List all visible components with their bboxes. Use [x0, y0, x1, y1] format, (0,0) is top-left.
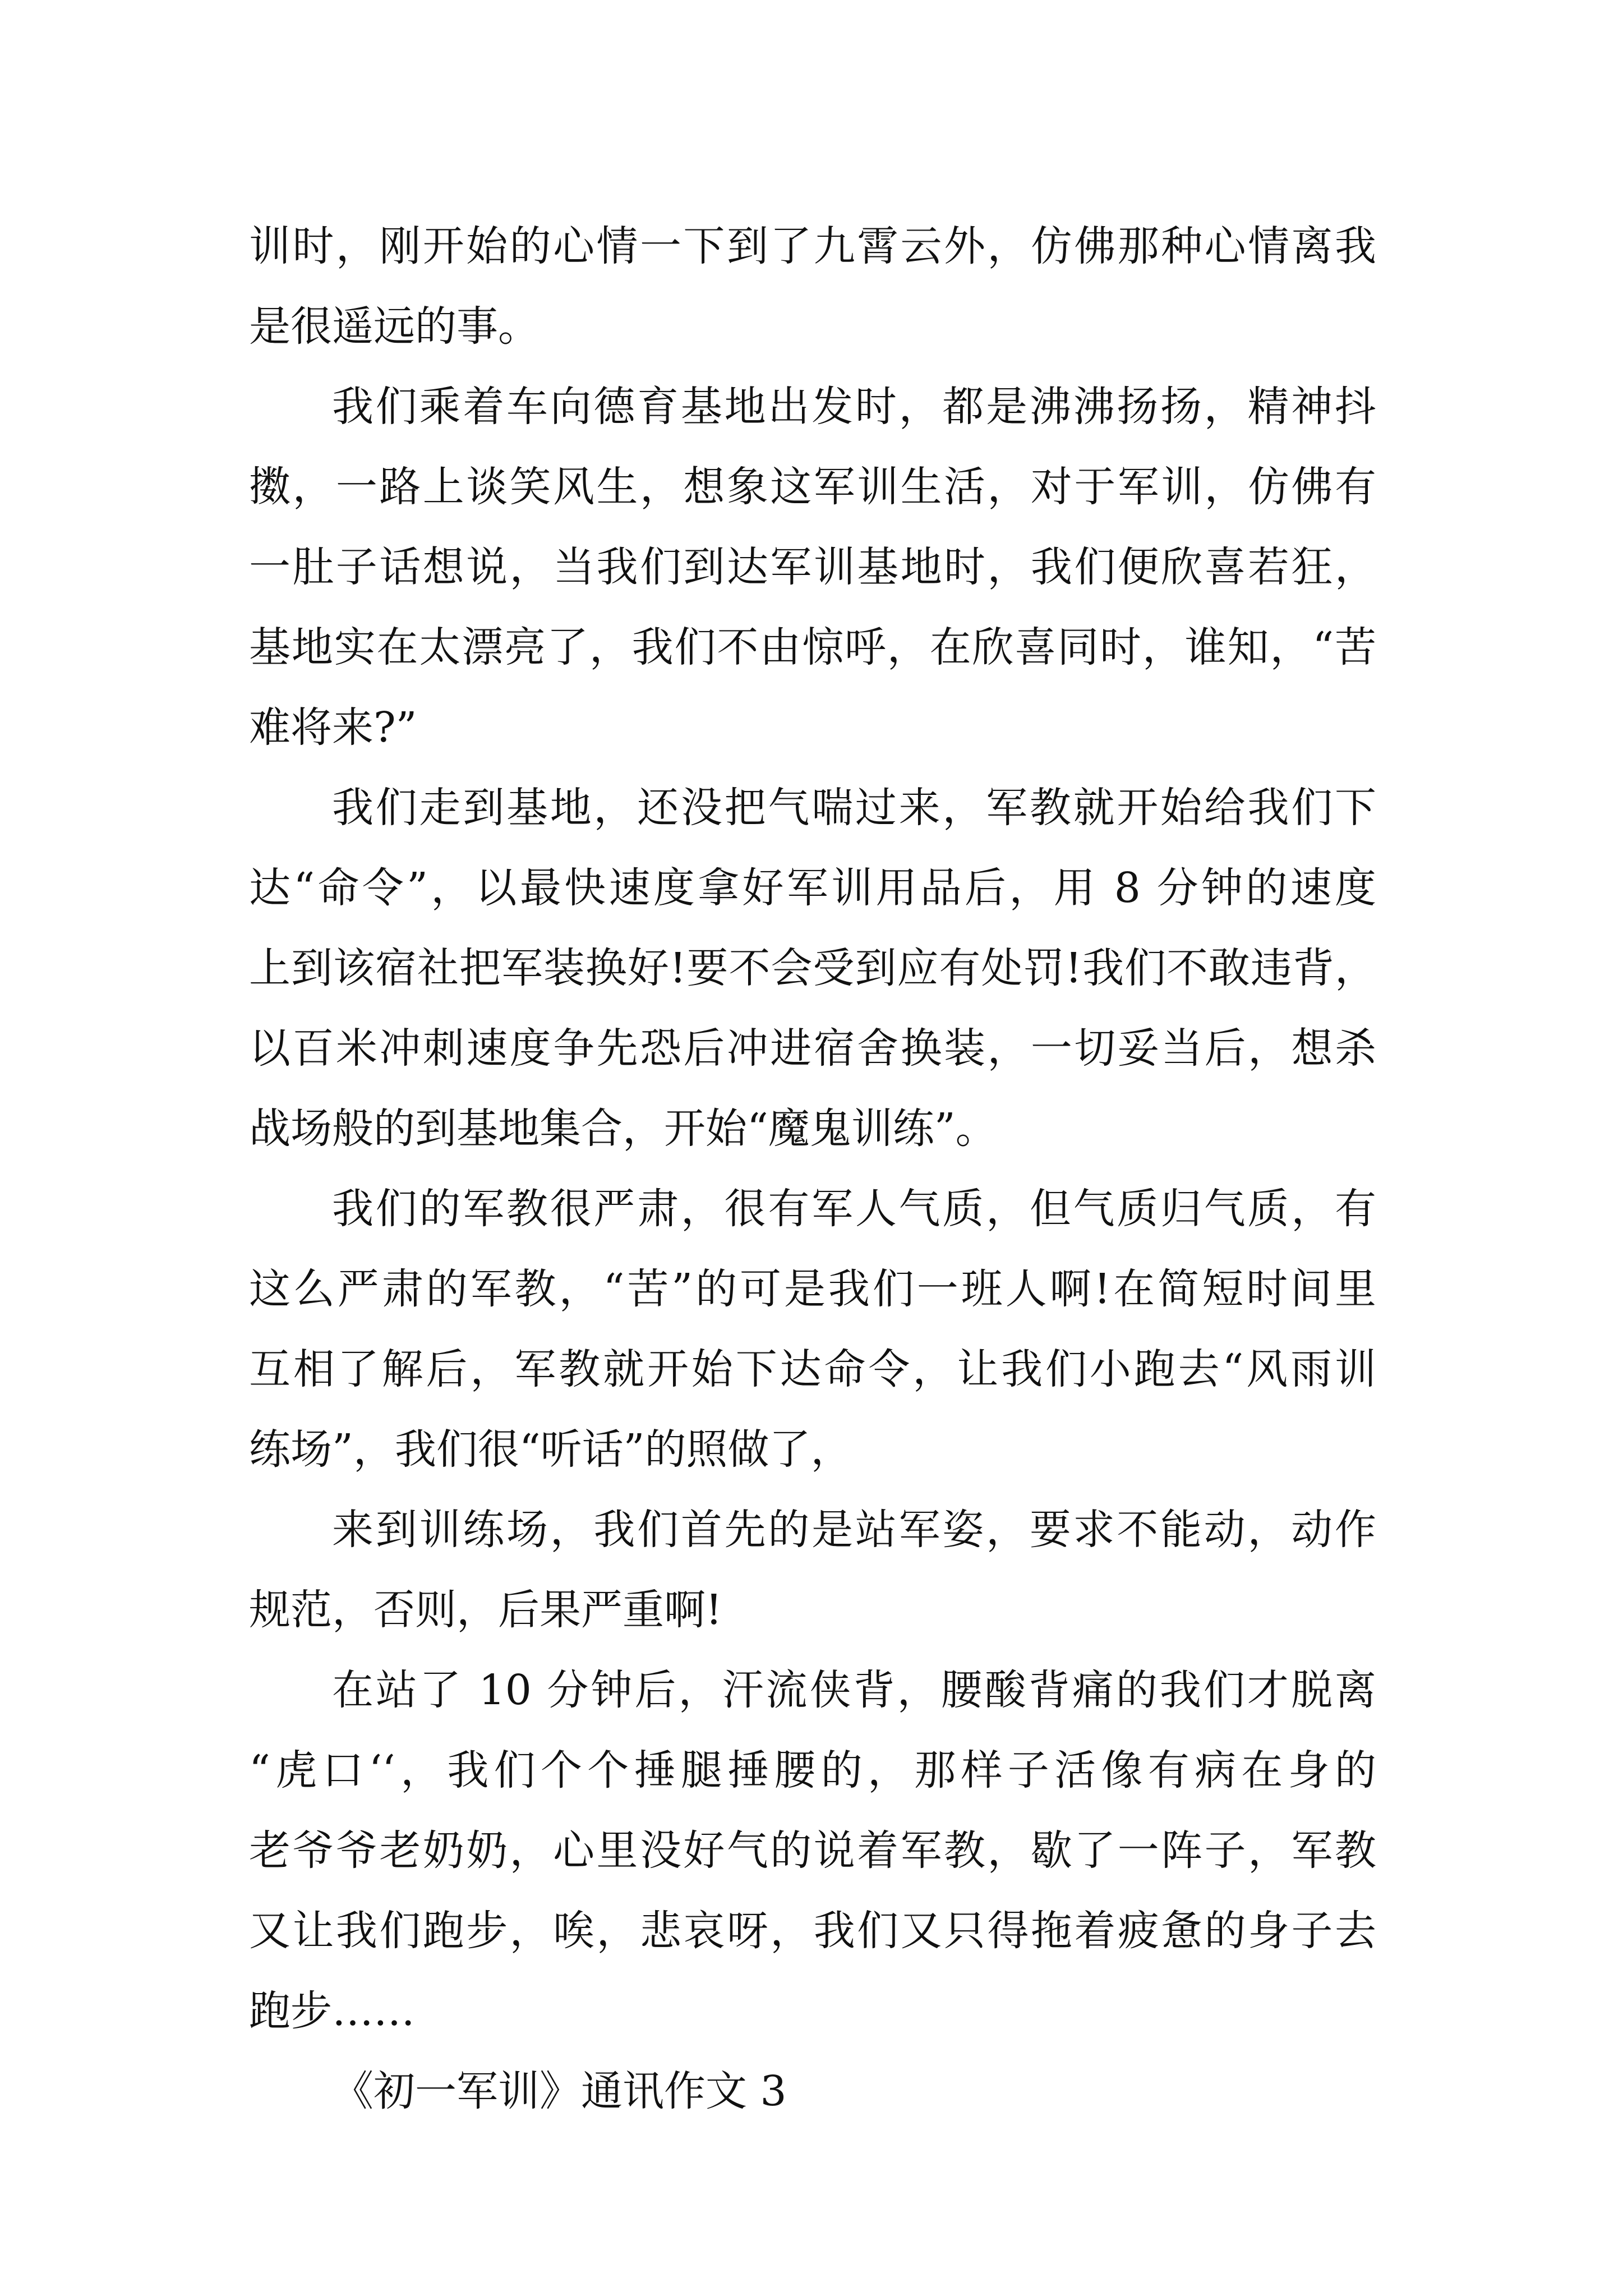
- paragraph-line: 以百米冲刺速度争先恐后冲进宿舍换装，一切妥当后，想杀: [249, 1024, 1376, 1073]
- paragraph-line: 来到训练场，我们首先的是站军姿，要求不能动，动作: [332, 1506, 1376, 1554]
- paragraph-line: 又让我们跑步，唉，悲哀呀，我们又只得拖着疲惫的身子去: [249, 1907, 1376, 1955]
- paragraph-line: “虎口‘‘，我们个个捶腿捶腰的，那样子活像有病在身的: [249, 1746, 1376, 1795]
- paragraph-line: 老爷爷老奶奶，心里没好气的说着军教，歇了一阵子，军教: [249, 1826, 1376, 1875]
- section-heading: 《初一军训》通讯作文 3: [332, 2067, 787, 2115]
- paragraph-line: 我们的军教很严肃，很有军人气质，但气质归气质，有: [332, 1185, 1376, 1233]
- paragraph-line: 在站了 10 分钟后，汗流侠背，腰酸背痛的我们才脱离: [332, 1666, 1376, 1714]
- paragraph-line: 这么严肃的军教，“苦”的可是我们一班人啊!在简短时间里: [249, 1265, 1376, 1313]
- paragraph-line: 难将来?”: [249, 703, 417, 752]
- paragraph-line: 战场般的到基地集合，开始“魔鬼训练”。: [249, 1105, 997, 1153]
- paragraph-line: 是很遥远的事。: [249, 302, 540, 351]
- paragraph-line: 我们走到基地，还没把气喘过来，军教就开始给我们下: [332, 784, 1376, 832]
- paragraph-line: 达“命令”，以最快速度拿好军训用品后，用 8 分钟的速度: [249, 864, 1376, 912]
- paragraph-line: 基地实在太漂亮了，我们不由惊呼，在欣喜同时，谁知，“苦: [249, 623, 1376, 671]
- paragraph-line: 擞，一路上谈笑风生，想象这军训生活，对于军训，仿佛有: [249, 463, 1376, 511]
- paragraph-line: 跑步……: [249, 1987, 415, 2035]
- paragraph-line: 规范，否则，后果严重啊!: [249, 1586, 722, 1634]
- paragraph-line: 一肚子话想说，当我们到达军训基地时，我们便欣喜若狂，: [249, 543, 1376, 591]
- paragraph-line: 上到该宿社把军装换好!要不会受到应有处罚!我们不敢违背，: [249, 944, 1376, 992]
- paragraph-line: 训时，刚开始的心情一下到了九霄云外，仿佛那种心情离我: [249, 222, 1376, 270]
- paragraph-line: 我们乘着车向德育基地出发时，都是沸沸扬扬，精神抖: [332, 383, 1376, 431]
- paragraph-line: 练场”，我们很“听话”的照做了，: [249, 1425, 852, 1474]
- paragraph-line: 互相了解后，军教就开始下达命令，让我们小跑去“风雨训: [249, 1345, 1376, 1393]
